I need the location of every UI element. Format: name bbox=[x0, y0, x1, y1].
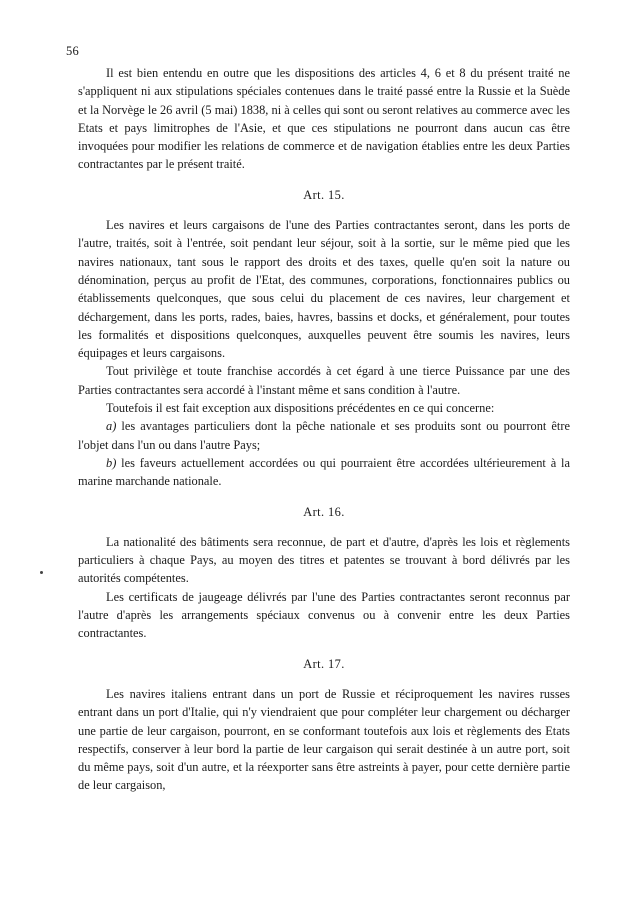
paragraph: Toutefois il est fait exception aux dispositions précédentes en ce qui concerne: bbox=[106, 401, 495, 416]
list-item-text: les faveurs actuellement accordées ou qui pourraient être accordées ultérieurement à la marine marchande nationale. bbox=[78, 455, 570, 489]
article-heading: Art. 16. bbox=[303, 504, 345, 519]
paragraph: Tout privilège et toute franchise accordés à cet égard à une tierce Puissance par une des Parties contractantes sera accordé à l'instant même et sans condition à l'autre. bbox=[78, 364, 570, 397]
paragraph: Les navires italiens entrant dans un port de Russie et réciproquement les navires russes entrant dans un port d'Italie, qui n'y viendraient que pour compléter leur chargement ou décharger une partie de leur cargaison, pourront, en se conformant toutefois aux lois et règlements des Etats respectifs, conserver à leur bord la partie de leur cargaison qui serait destinée à un autre port, soit du même pays, soit d'un autre, et la réexporter sans être astreints à payer, pour cette dernière partie de leur cargaison, bbox=[78, 686, 570, 793]
list-marker: b) bbox=[106, 455, 117, 470]
paragraph: Il est bien entendu en outre que les dispositions des articles 4, 6 et 8 du présent traité ne s'appliquent ni aux stipulations spéciales contenues dans le traité passé entre la Russie et la Suède et la Norvège le 26 avril (5 mai) 1838, ni à celles qui sont ou seront relatives au commerce avec les Etats et pays limitrophes de l'Asie, et que ces stipulations ne pourront dans aucun cas être invoquées pour modifier les relations de commerce et de navigation établies entre les deux Parties contractantes par le présent traité. bbox=[78, 66, 570, 172]
paragraph: La nationalité des bâtiments sera reconnue, de part et d'autre, d'après les lois et règlements particuliers à chaque Pays, au moyen des titres et patentes se trouvant à bord délivrés par les autorités compétentes. bbox=[78, 534, 570, 586]
list-item-text: les avantages particuliers dont la pêche nationale et ses produits sont ou pourront être l'objet dans l'un ou dans l'autre Pays; bbox=[78, 419, 570, 452]
margin-speck bbox=[40, 571, 43, 574]
list-item bbox=[78, 417, 570, 454]
paragraph: Les certificats de jaugeage délivrés par l'une des Parties contractantes seront reconnus par l'autre d'après les arrangements spéciaux convenus ou à convenir entre les deux Parties contractantes. bbox=[78, 589, 570, 641]
document-body bbox=[78, 64, 570, 795]
page-number: 56 bbox=[66, 44, 80, 58]
article-heading: Art. 15. bbox=[303, 187, 345, 202]
list-marker: a) bbox=[106, 419, 117, 434]
list-item bbox=[78, 454, 570, 491]
article-heading: Art. 17. bbox=[303, 656, 345, 671]
paragraph: Les navires et leurs cargaisons de l'une des Parties contractantes seront, dans les ports de l'autre, traités, soit à l'entrée, soit pendant leur séjour, soit à la sortie, sur le même pied que les navires nationaux, tant sous le rapport des droits et des taxes, quelle qu'en soit la nature ou dénomination, perçus au profit de l'Etat, des communes, corporations, fonctionnaires publics ou établissements quelconques, que sous celui du placement de ces navires, leur chargement et déchargement, dans les ports, rades, baies, havres, bassins et docks, et généralement, pour toutes les formalités et dispositions quelconques, auxquelles peuvent être soumis les navires, leurs équipages et leurs cargaisons. bbox=[78, 218, 570, 361]
